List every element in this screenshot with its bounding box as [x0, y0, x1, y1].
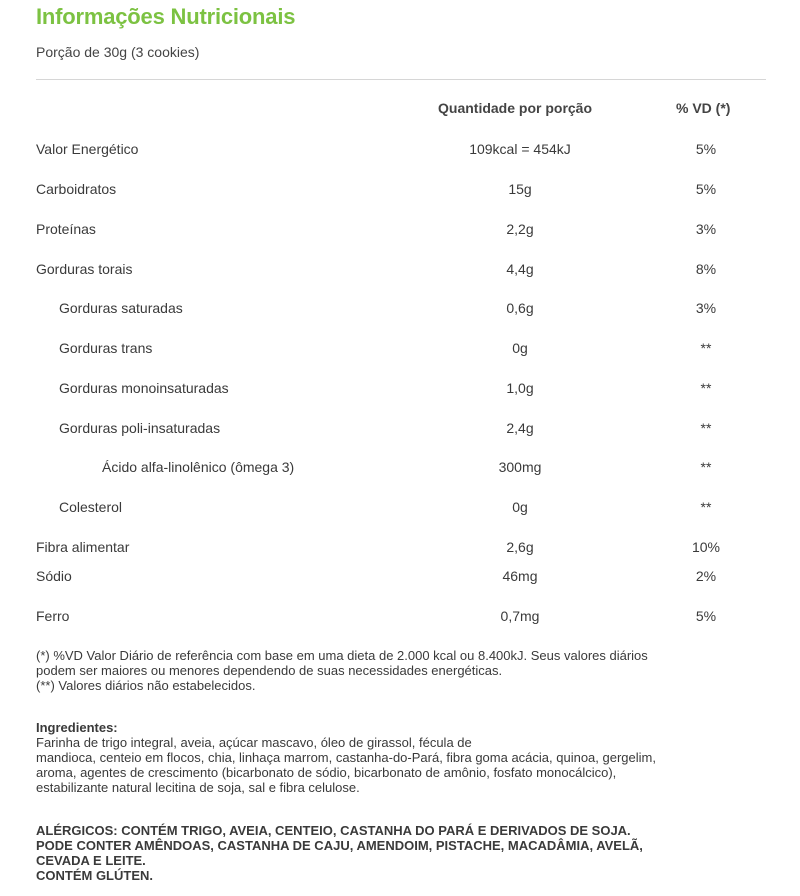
table-row-cholesterol — [0, 499, 800, 519]
ingredients-heading: Ingredientes: — [36, 720, 118, 735]
nutrient-name: Carboidratos — [36, 181, 117, 197]
ingredients-line: Farinha de trigo integral, aveia, açúcar mascavo, óleo de girassol, fécula de — [36, 735, 472, 750]
column-header-dv: % VD (*) — [676, 100, 731, 116]
table-row-monounsaturated-fat — [0, 380, 800, 400]
ingredients-line: aroma, agentes de crescimento (bicarbonato de sódio, bicarbonato de amônio, fosfato monocálcico), — [36, 765, 617, 780]
nutrient-dv: 2% — [695, 568, 717, 584]
header-divider — [36, 79, 766, 80]
nutrient-quantity: 300mg — [498, 459, 542, 475]
nutrient-name: Gorduras trans — [59, 340, 153, 356]
table-row-iron — [0, 608, 800, 628]
ingredients-section — [36, 720, 766, 795]
nutrient-name: Proteínas — [36, 221, 96, 237]
nutrient-quantity: 109kcal = 454kJ — [469, 141, 571, 157]
nutrient-dv: 8% — [695, 261, 717, 277]
table-row-protein — [0, 221, 800, 241]
nutrient-name: Ácido alfa-linolênico (ômega 3) — [102, 459, 295, 475]
nutrient-name: Ferro — [36, 608, 70, 624]
nutrient-dv: 5% — [695, 181, 717, 197]
nutrient-quantity: 0g — [512, 340, 528, 356]
table-row-carbs — [0, 181, 800, 201]
portion-size: Porção de 30g (3 cookies) — [36, 44, 200, 60]
column-header-quantity: Quantidade por porção — [438, 100, 593, 116]
table-row-omega3 — [0, 459, 800, 479]
nutrient-quantity: 2,2g — [506, 221, 534, 237]
nutrient-name: Fibra alimentar — [36, 539, 130, 555]
nutrient-quantity: 2,6g — [506, 539, 534, 555]
allergens-section — [36, 823, 766, 883]
nutrient-name: Valor Energético — [36, 141, 139, 157]
nutrient-dv: 3% — [695, 300, 717, 316]
nutrient-name: Gorduras torais — [36, 261, 133, 277]
ingredients-line: mandioca, centeio em flocos, chia, linhaça marrom, castanha-do-Pará, fibra goma acácia, quinoa, gergelim, — [36, 750, 656, 765]
allergens-line: CEVADA E LEITE. — [36, 853, 146, 868]
nutrient-quantity: 0,7mg — [500, 608, 540, 624]
nutrient-quantity: 15g — [508, 181, 532, 197]
allergens-line: CONTÉM GLÚTEN. — [36, 868, 153, 883]
nutrient-dv: 10% — [691, 539, 721, 555]
footnote-line: (**) Valores diários não estabelecidos. — [36, 678, 256, 693]
nutrient-name: Sódio — [36, 568, 72, 584]
nutrient-quantity: 4,4g — [506, 261, 534, 277]
nutrient-dv: ** — [700, 459, 712, 475]
nutrient-dv: ** — [700, 420, 712, 436]
allergens-line: PODE CONTER AMÊNDOAS, CASTANHA DE CAJU, AMENDOIM, PISTACHE, MACADÂMIA, AVELÃ, — [36, 838, 643, 853]
ingredients-line: estabilizante natural lecitina de soja, sal e fibra celulose. — [36, 780, 360, 795]
footnote-line: (*) %VD Valor Diário de referência com base em uma dieta de 2.000 kcal ou 8.400kJ. Seus valores diários — [36, 648, 648, 663]
nutrient-quantity: 0,6g — [506, 300, 534, 316]
nutrient-quantity: 1,0g — [506, 380, 534, 396]
table-row-sodium — [0, 568, 800, 588]
page-title: Informações Nutricionais — [36, 4, 296, 29]
table-row-saturated-fat — [0, 300, 800, 320]
table-row-fiber — [0, 539, 800, 559]
table-row-total-fat — [0, 261, 800, 281]
allergens-line: ALÉRGICOS: CONTÉM TRIGO, AVEIA, CENTEIO, CASTANHA DO PARÁ E DERIVADOS DE SOJA. — [36, 823, 631, 838]
footnotes — [36, 648, 766, 693]
nutrient-name: Gorduras poli-insaturadas — [59, 420, 221, 436]
nutrient-name: Colesterol — [59, 499, 123, 515]
nutrient-dv: ** — [700, 340, 712, 356]
table-row-polyunsaturated-fat — [0, 420, 800, 440]
nutrient-quantity: 0g — [512, 499, 528, 515]
nutrient-dv: 5% — [695, 141, 717, 157]
table-row-trans-fat — [0, 340, 800, 360]
table-row-energy — [0, 141, 800, 161]
footnote-line: podem ser maiores ou menores dependendo de suas necessidades energéticas. — [36, 663, 503, 678]
nutrient-dv: ** — [700, 380, 712, 396]
nutrient-dv: 5% — [695, 608, 717, 624]
nutrient-name: Gorduras monoinsaturadas — [59, 380, 229, 396]
nutrient-quantity: 46mg — [502, 568, 538, 584]
nutrient-quantity: 2,4g — [506, 420, 534, 436]
nutrient-name: Gorduras saturadas — [59, 300, 183, 316]
nutrient-dv: ** — [700, 499, 712, 515]
nutrient-dv: 3% — [695, 221, 717, 237]
